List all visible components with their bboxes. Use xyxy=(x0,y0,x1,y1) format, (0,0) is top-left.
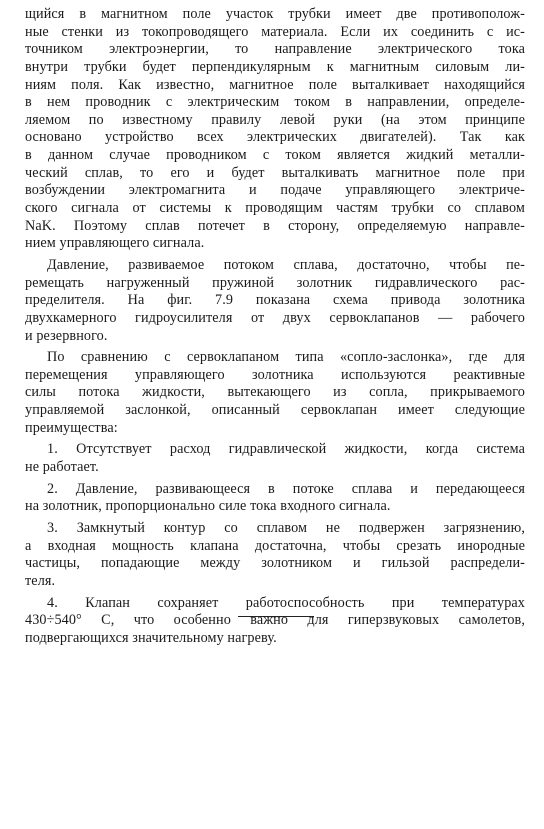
list-item-4 xyxy=(25,595,525,648)
text-line: возбуждении электромагнита и подаче управляющего электриче- xyxy=(25,182,525,199)
text-line: внутри трубки будет перпендикулярным к магнитным силовым ли- xyxy=(25,58,525,75)
text-line: 4. Клапан сохраняет работоспособность при температурах xyxy=(47,594,525,611)
text-line: ческий сплав, то его и будет выталкивать магнитное поле при xyxy=(25,164,525,181)
text-line: на золотник, пропорционально силе тока входного сигнала. xyxy=(25,498,391,515)
paragraph-comparison xyxy=(25,349,525,437)
text-line: ляемом по известному правилу левой руки (на этом принципе xyxy=(25,111,525,128)
text-line: ниям поля. Как известно, магнитное поле выталкивает находящийся xyxy=(25,76,525,93)
text-line: а входная мощность клапана достаточна, чтобы срезать инородные xyxy=(25,537,525,554)
page-text xyxy=(25,6,525,647)
text-line: 430÷540° С, что особенно важно для гиперзвуковых самолетов, xyxy=(25,612,525,629)
text-line: в нем проводник с электрическим током в направлении, определе- xyxy=(25,94,525,111)
text-line: в данном случае проводником с током является жидкий металли- xyxy=(25,147,525,164)
text-line: 1. Отсутствует расход гидравлической жидкости, когда система xyxy=(47,441,525,458)
list-item-3 xyxy=(25,520,525,591)
text-line: щийся в магнитном поле участок трубки имеет две противополож- xyxy=(25,6,525,22)
text-line: основано устройство всех электрических двигателей). Так как xyxy=(25,129,525,146)
section-divider xyxy=(238,616,314,617)
text-line: частицы, попадающие между золотником и гильзой распредели- xyxy=(25,555,525,572)
text-line: подвергающихся значительному нагреву. xyxy=(25,629,277,646)
text-line: преимущества: xyxy=(25,419,118,436)
text-line: нием управляющего сигнала. xyxy=(25,235,205,252)
text-line: ные стенки из токопроводящего материала. Если их соединить с ис- xyxy=(25,23,525,40)
text-line: перемещения управляющего золотника используются реактивные xyxy=(25,366,525,383)
list-item-1 xyxy=(25,441,525,476)
text-line: По сравнению с сервоклапаном типа «сопло-заслонка», где для xyxy=(47,349,525,366)
text-line: ского сигнала от системы к проводящим частям трубки со сплавом xyxy=(25,200,525,217)
text-line: ремещать нагруженный пружиной золотник гидравлического рас- xyxy=(25,274,525,291)
text-line: управляемой заслонкой, описанный сервоклапан имеет следующие xyxy=(25,402,525,419)
text-line: не работает. xyxy=(25,459,99,476)
text-line: и резервного. xyxy=(25,327,108,344)
text-line: пределителя. На фиг. 7.9 показана схема привода золотника xyxy=(25,292,525,309)
text-line: теля. xyxy=(25,572,56,589)
list-item-2 xyxy=(25,481,525,516)
text-line: точником электроэнергии, то направление электрического тока xyxy=(25,41,525,58)
text-line: 3. Замкнутый контур со сплавом не подвержен загрязнению, xyxy=(47,519,525,536)
text-line: двухкамерного гидроусилителя от двух сервоклапанов — рабочего xyxy=(25,309,525,326)
text-line: 2. Давление, развивающееся в потоке сплава и передающееся xyxy=(47,480,525,497)
paragraph-magnetic-principle xyxy=(25,6,525,253)
paragraph-pressure xyxy=(25,257,525,345)
text-line: Давление, развиваемое потоком сплава, достаточно, чтобы пе- xyxy=(47,256,525,273)
text-line: силы потока жидкости, вытекающего из сопла, прикрываемого xyxy=(25,384,525,401)
text-line: NaK. Поэтому сплав потечет в сторону, определяемую направле- xyxy=(25,217,525,234)
